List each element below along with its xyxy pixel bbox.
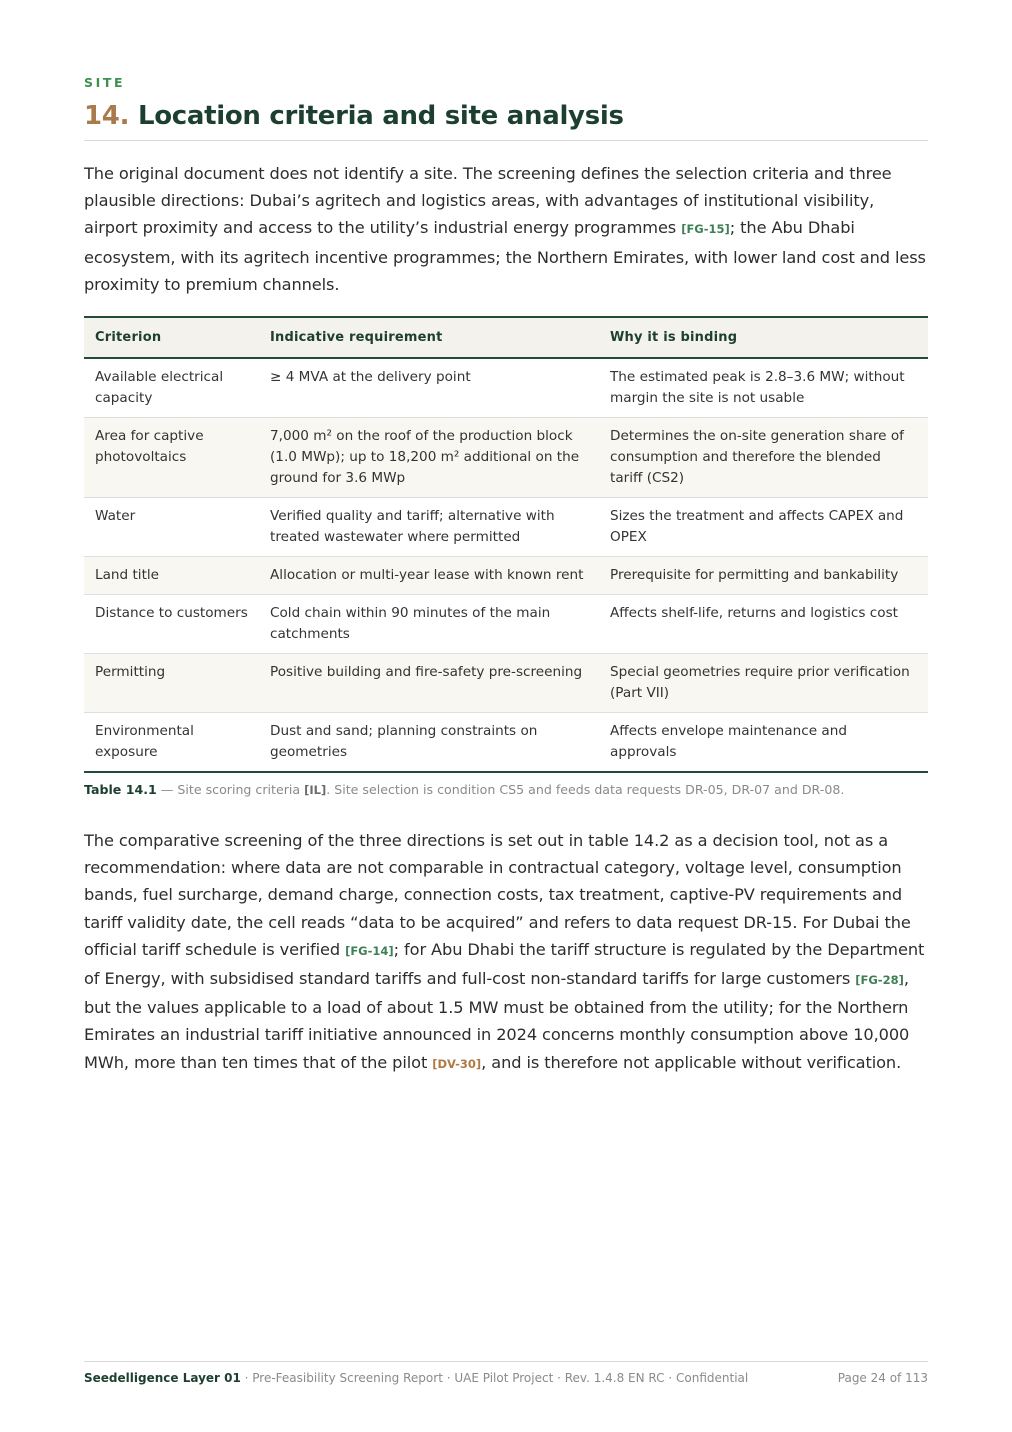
cell-requirement: Positive building and fire-safety pre-screening: [259, 654, 599, 713]
page-footer: [84, 1361, 928, 1385]
cell-why-binding: Affects shelf-life, returns and logistics cost: [599, 595, 928, 654]
table-row: [84, 358, 928, 418]
table-row: [84, 595, 928, 654]
cell-why-binding: The estimated peak is 2.8–3.6 MW; without margin the site is not usable: [599, 358, 928, 418]
reference-il[interactable]: [IL]: [304, 783, 327, 797]
column-header-requirement: Indicative requirement: [259, 317, 599, 358]
cell-why-binding: Affects envelope maintenance and approvals: [599, 713, 928, 773]
table-row: [84, 557, 928, 595]
cell-why-binding: Determines the on-site generation share of consumption and therefore the blended tariff (CS2): [599, 418, 928, 498]
section-kicker: SITE: [84, 75, 126, 90]
body-text-c: , but the values applicable to a load of about 1.5 MW must be obtained from the utility; for the Northern Emirates an industrial tariff initiative announced in 2024 concerns monthly consumption above 10,000 MWh, more than ten times that of the pilot: [84, 969, 910, 1072]
cell-criterion: Area for captive photovoltaics: [84, 418, 259, 498]
cell-criterion: Water: [84, 498, 259, 557]
cell-criterion: Available electrical capacity: [84, 358, 259, 418]
intro-text-a: The original document does not identify a site. The screening defines the selection criteria and three plausible directions: Dubai’s agritech and logistics areas, with advantages of institutional visibility, airport proximity and access to the utility’s industrial energy programmes: [84, 164, 892, 238]
table-row: [84, 498, 928, 557]
intro-paragraph: [84, 160, 928, 298]
caption-text-a: — Site scoring criteria: [156, 782, 305, 797]
intro-text-b: ; the Abu Dhabi ecosystem, with its agritech incentive programmes; the Northern Emirates, with lower land cost and less proximity to premium channels.: [84, 218, 926, 294]
caption-label: Table 14.1: [84, 782, 157, 797]
table-row: [84, 713, 928, 773]
cell-criterion: Environmental exposure: [84, 713, 259, 773]
caption-text-b: . Site selection is condition CS5 and feeds data requests DR-05, DR-07 and DR-08.: [326, 782, 845, 797]
cell-requirement: Verified quality and tariff; alternative with treated wastewater where permitted: [259, 498, 599, 557]
reference-dv30[interactable]: [DV-30]: [432, 1056, 482, 1071]
body-paragraph: [84, 827, 928, 1078]
cell-criterion: Distance to customers: [84, 595, 259, 654]
cell-requirement: 7,000 m² on the roof of the production block (1.0 MWp); up to 18,200 m² additional on the ground for 3.6 MWp: [259, 418, 599, 498]
cell-why-binding: Special geometries require prior verification (Part VII): [599, 654, 928, 713]
section-number: 14.: [84, 101, 130, 131]
cell-requirement: Cold chain within 90 minutes of the main catchments: [259, 595, 599, 654]
cell-requirement: Dust and sand; planning constraints on geometries: [259, 713, 599, 773]
site-criteria-table: [84, 316, 928, 773]
table-row: [84, 418, 928, 498]
reference-fg28[interactable]: [FG-28]: [855, 973, 904, 988]
cell-why-binding: Prerequisite for permitting and bankability: [599, 557, 928, 595]
column-header-why-binding: Why it is binding: [599, 317, 928, 358]
cell-requirement: Allocation or multi-year lease with known rent: [259, 557, 599, 595]
footer-meta: · Pre-Feasibility Screening Report · UAE Pilot Project · Rev. 1.4.8 EN RC · Confidential: [240, 1371, 749, 1385]
body-text-a: The comparative screening of the three directions is set out in table 14.2 as a decision tool, not as a recommendation: where data are not comparable in contractual category, voltage level, consumption bands, fuel surcharge, demand charge, connection costs, tax treatment, captive-PV requirements and tariff validity date, the cell reads “data to be acquired” and refers to data request DR-15. For Dubai the official tariff schedule is verified: [84, 831, 911, 959]
section-heading: [84, 101, 928, 141]
body-text-b: ; for Abu Dhabi the tariff structure is regulated by the Department of Energy, with subsidised standard tariffs and full-cost non-standard tariffs for large customers: [84, 939, 925, 989]
reference-fg14[interactable]: [FG-14]: [345, 943, 394, 958]
cell-criterion: Land title: [84, 557, 259, 595]
cell-requirement: ≥ 4 MVA at the delivery point: [259, 358, 599, 418]
section-title: Location criteria and site analysis: [137, 101, 624, 131]
column-header-criterion: Criterion: [84, 317, 259, 358]
body-text-d: , and is therefore not applicable without verification.: [481, 1052, 902, 1072]
table-row: [84, 654, 928, 713]
table-caption: [84, 782, 928, 797]
reference-fg15[interactable]: [FG-15]: [681, 222, 730, 237]
footer-brand: Seedelligence Layer 01: [84, 1371, 241, 1385]
cell-criterion: Permitting: [84, 654, 259, 713]
table-header-row: [84, 317, 928, 358]
page-number: Page 24 of 113: [837, 1371, 928, 1385]
cell-why-binding: Sizes the treatment and affects CAPEX and OPEX: [599, 498, 928, 557]
